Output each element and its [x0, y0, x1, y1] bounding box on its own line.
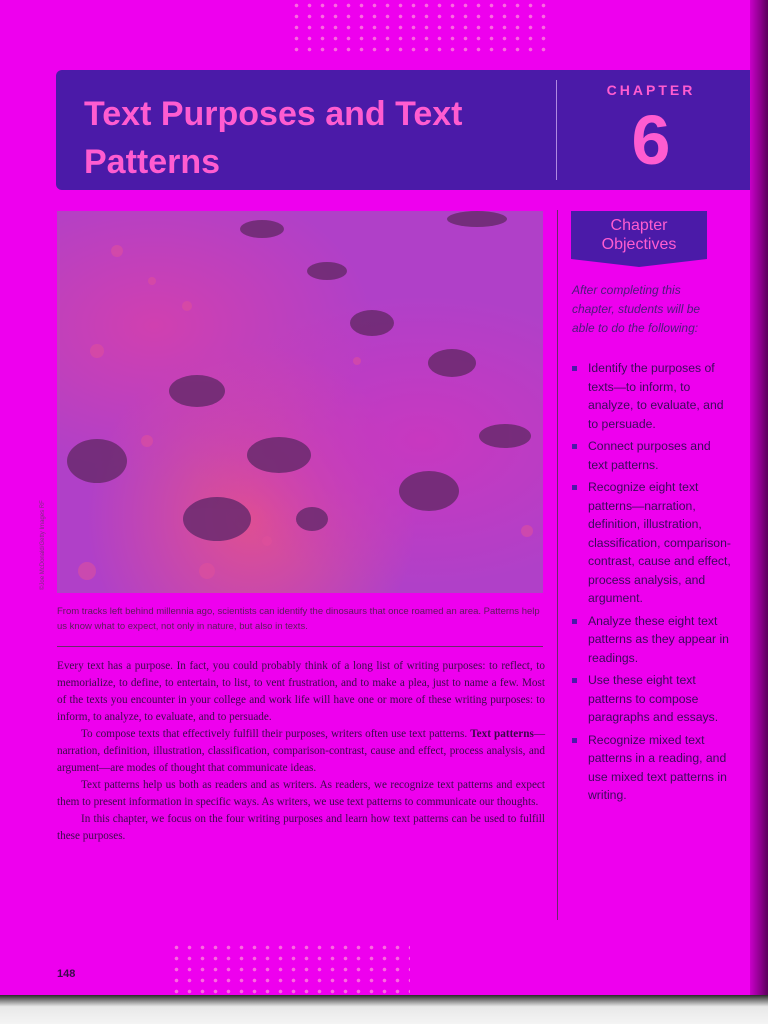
body-paragraph: Every text has a purpose. In fact, you could probably think of a long list of writing purposes: to reflect, to memorialize, to define, to entertain, to list, to vent frustration, and to make a plea, just to name a few. Most of the texts you encounter in your college and work life will have one or more of these writing purposes: to inform, to analyze, to evaluate, and to persuade. — [57, 660, 545, 723]
decorative-dots-bottom — [170, 942, 410, 995]
chapter-title: Text Purposes and Text Patterns — [84, 95, 463, 181]
dinosaur-tracks-illustration — [57, 211, 543, 593]
body-paragraph-start: To compose texts that effectively fulfill their purposes, writers often use text patterns. — [81, 728, 468, 740]
key-term: Text patterns — [470, 728, 534, 740]
body-paragraph — [57, 726, 545, 777]
objective-item: Connect purposes and text patterns. — [572, 437, 732, 474]
objective-item: Use these eight text patterns to compose paragraphs and essays. — [572, 671, 732, 727]
banner-divider — [556, 80, 557, 180]
decorative-dots-top — [290, 0, 550, 55]
chapter-banner — [56, 70, 750, 190]
chapter-number: 6 — [631, 101, 671, 179]
caption-divider — [57, 646, 543, 647]
page-number: 148 — [57, 968, 76, 980]
body-text — [57, 658, 545, 845]
book-spine — [750, 0, 768, 1000]
body-paragraph-rest: —narration, definition, illustration, classification, comparison-contrast, cause and effect, process analysis, and argument—are modes of thought that communicate ideas. — [57, 728, 545, 774]
photo-caption: From tracks left behind millennia ago, scientists can identify the dinosaurs that once roamed an area. Patterns help us know what to expect, not only in nature, but also in texts. — [57, 606, 540, 632]
objectives-intro: After completing this chapter, students will be able to do the following: — [572, 283, 701, 335]
dinosaur-tracks-photo — [57, 211, 543, 593]
photo-credit: ©Joe McDonald/Getty Images RF — [40, 500, 46, 590]
desk-surface — [0, 995, 768, 1024]
body-paragraph: Text patterns help us both as readers and as writers. As readers, we recognize text patterns and expect them to present information in specific ways. As writers, we use text patterns to communicate our thoughts. — [57, 779, 545, 808]
chapter-objectives-heading: Chapter Objectives — [571, 211, 707, 259]
objective-item: Recognize mixed text patterns in a reading, and use mixed text patterns in writing. — [572, 731, 732, 805]
chapter-label: CHAPTER — [606, 82, 696, 98]
objectives-list — [572, 359, 732, 809]
objective-item: Analyze these eight text patterns as they appear in readings. — [572, 612, 732, 668]
objective-item: Recognize eight text patterns—narration, definition, illustration, classification, comparison-contrast, cause and effect, process analysis, and argument. — [572, 478, 732, 608]
sidebar-divider — [557, 210, 558, 920]
objective-item: Identify the purposes of texts—to inform, to analyze, to evaluate, and to persuade. — [572, 359, 732, 433]
body-paragraph: In this chapter, we focus on the four writing purposes and learn how text patterns can be used to fulfill these purposes. — [57, 813, 545, 842]
